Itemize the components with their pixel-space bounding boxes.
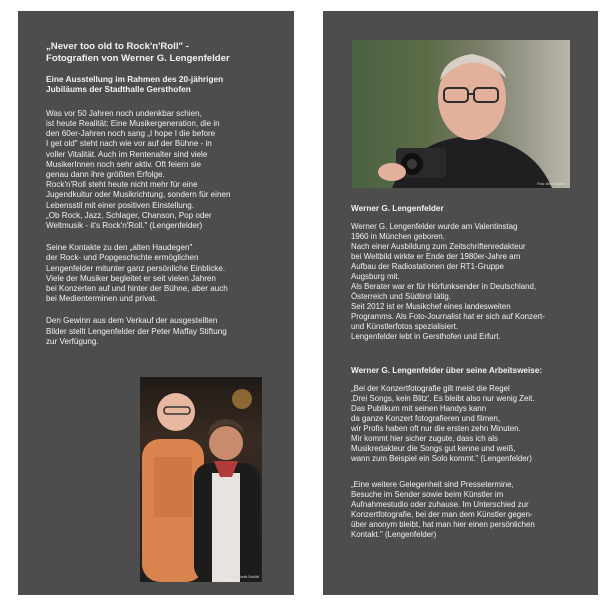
bio-text: Werner G. Lengenfelder wurde am Valentinstag 1960 in München geboren. Nach einer Ausbildung zum Zeitschriftenredakteur bei Weltbild wirkte er Ende der 1980er-Jahre am Aufbau der Radiostationen der RT1-Gruppe Augsburg mit. Als Berater war er für Hörfunksender in Deutschland, Österreich und Südtirol tätig. Seit 2012 ist er Musikchef eines landesweiten Programms. Als Foto-Journalist hat er sich auf Konzert- und Künstlerfotos spezialisiert. Lengenfelder lebt in Gersthofen und Erfurt. xyxy=(351,222,545,341)
exhibition-title: „Never too old to Rock'n'Roll" - Fotografien von Werner G. Lengenfelder xyxy=(46,41,230,64)
portrait-photo xyxy=(352,40,570,188)
portrait-photo-credit: Foto: Bernd Müller xyxy=(537,182,566,186)
left-panel xyxy=(18,11,294,595)
band-photo-illustration xyxy=(140,377,262,582)
intro-paragraph: Was vor 50 Jahren noch undenkbar schien, ist heute Realität: Eine Musikergeneration, die in den 60er-Jahren noch sang „I hope I die before I get old" steht nach wie vor auf der Bühne - in voller Vitalität. Auch im Rentenalter sind viele MusikerInnen noch sehr aktiv. Oft feiern sie genau dann ihre größten Erfolge. Rock'n'Roll steht heute nicht mehr für eine Jugendkultur oder Musikrichtung, sondern für einen Lebensstil mit einer positiven Einstellung. „Ob Rock, Jazz, Schlager, Chanson, Pop oder Weltmusik - it's Rock'n'Roll." (Lengenfelder) xyxy=(46,108,231,231)
quote-concert-photography: „Bei der Konzertfotografie gilt meist die Regel ‚Drei Songs, kein Blitz'. Es bleibt also nur wenig Zeit. Das Publikum mit seinen Handys kann da ganze Konzert fotografieren und filmen, wir Profis haben oft nur die ersten zehn Minuten. Mir kommt hier sicher zugute, dass ich als Musikredakteur die Songs gut kenne und weiß, wann zum Beispiel ein Solo kommt." (Lengenfelder) xyxy=(351,384,535,463)
portrait-photo-illustration xyxy=(352,40,570,188)
band-photo-credit: Foto: Moritz Schlöft xyxy=(228,575,259,579)
contacts-paragraph: Seine Kontakte zu den „alten Haudegen" der Rock- und Popgeschichte ermöglichen Lengenfelder mitunter ganz persönliche Einblicke. Viele der Musiker begleitet er seit vielen Jahren bei Konzerten auf und hinter der Bühne, aber auch bei Medienterminen und privat. xyxy=(46,243,228,304)
band-photo xyxy=(140,377,262,582)
bio-heading: Werner G. Lengenfelder xyxy=(351,204,444,213)
right-panel xyxy=(323,11,598,595)
proceeds-paragraph: Den Gewinn aus dem Verkauf der ausgestellten Bilder stellt Lengenfelder der Peter Maffay Stiftung zur Verfügung. xyxy=(46,316,227,346)
method-heading: Werner G. Lengenfelder über seine Arbeitsweise: xyxy=(351,366,543,375)
quote-press-dates: „Eine weitere Gelegenheit sind Pressetermine, Besuche im Sender sowie beim Künstler im Aufnahmestudio oder zuhause. Im Unterschied zur Konzertfotografie, bei der man dem Künstler gegen- über anonym bleibt, hat man hier einen persönlichen Kontakt." (Lengenfelder) xyxy=(351,480,535,539)
exhibition-subtitle: Eine Ausstellung im Rahmen des 20-jährigen Jubiläums der Stadthalle Gersthofen xyxy=(46,74,224,95)
